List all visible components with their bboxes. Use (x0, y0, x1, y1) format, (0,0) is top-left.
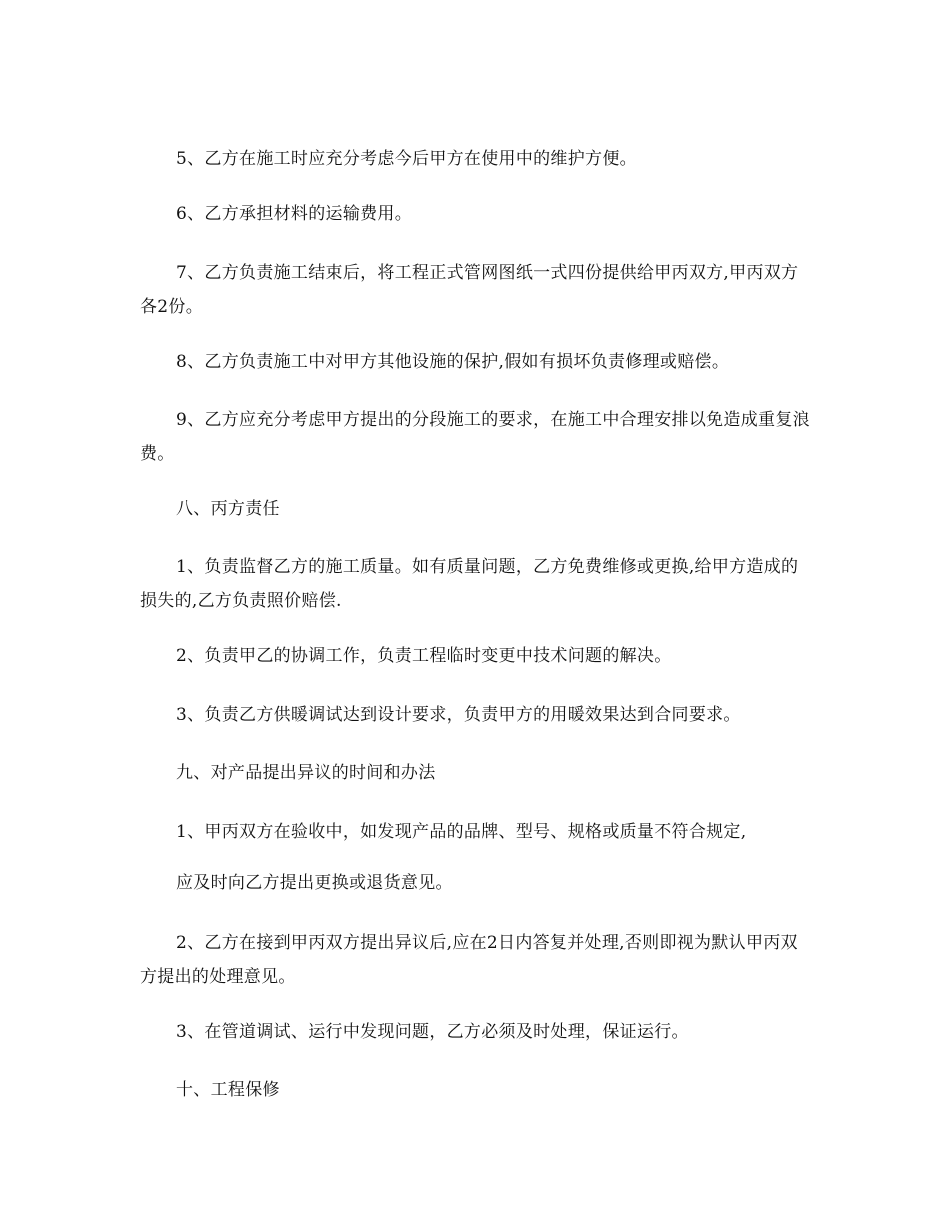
paragraph-item-7: 7、乙方负责施工结束后，将工程正式管网图纸一式四份提供给甲丙双方,甲丙双方各2份。 (140, 263, 799, 317)
paragraph-objection-1-cont: 应及时向乙方提出更换或退货意见。 (176, 873, 453, 893)
paragraph-objection-1: 1、甲丙双方在验收中，如发现产品的品牌、型号、规格或质量不符合规定, (176, 822, 747, 842)
paragraph-item-9: 9、乙方应充分考虑甲方提出的分段施工的要求，在施工中合理安排以免造成重复浪费。 (140, 410, 810, 464)
section-heading-10: 十、工程保修 (176, 1080, 280, 1100)
paragraph-objection-3: 3、在管道调试、运行中发现问题，乙方必须及时处理，保证运行。 (176, 1022, 689, 1042)
section-heading-8: 八、丙方责任 (176, 499, 280, 519)
section-heading-9: 九、对产品提出异议的时间和办法 (176, 763, 436, 783)
paragraph-duty-2: 2、负责甲乙的协调工作，负责工程临时变更中技术问题的解决。 (176, 646, 672, 666)
paragraph-item-5: 5、乙方在施工时应充分考虑今后甲方在使用中的维护方便。 (176, 149, 637, 169)
paragraph-item-8: 8、乙方负责施工中对甲方其他设施的保护,假如有损坏负责修理或赔偿。 (176, 352, 730, 372)
paragraph-duty-3: 3、负责乙方供暖调试达到设计要求，负责甲方的用暖效果达到合同要求。 (176, 705, 741, 725)
paragraph-objection-2: 2、乙方在接到甲丙双方提出异议后,应在2日内答复并处理,否则即视为默认甲丙双方提出的处理意见。 (140, 933, 798, 987)
paragraph-item-6: 6、乙方承担材料的运输费用。 (176, 204, 413, 224)
paragraph-duty-1: 1、负责监督乙方的施工质量。如有质量问题，乙方免费维修或更换,给甲方造成的损失的,乙方负责照价赔偿. (140, 557, 799, 611)
